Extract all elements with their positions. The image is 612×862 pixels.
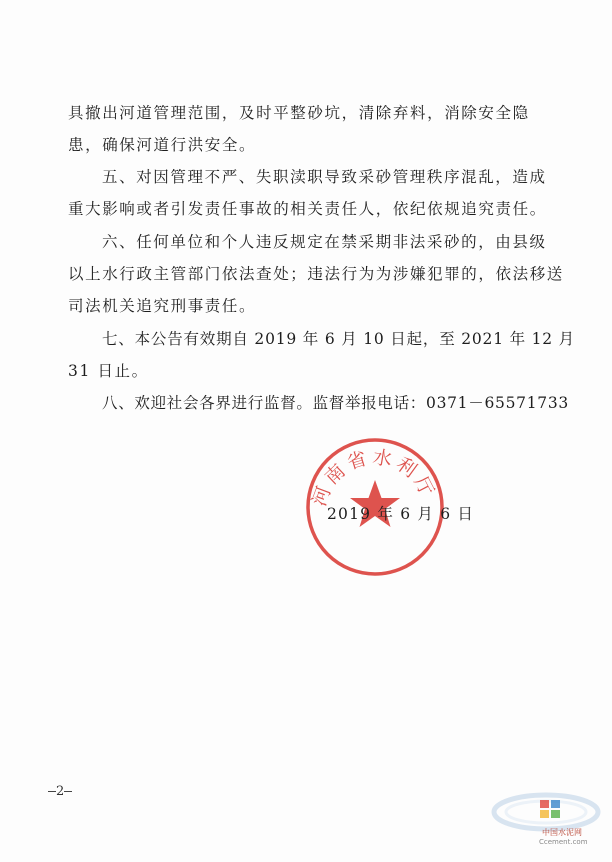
body-line-10: 八、欢迎社会各界进行监督。监督举报电话：0371－65571733	[102, 394, 569, 412]
page-number: 2	[48, 784, 72, 799]
body-line-9: 31 日止。	[68, 362, 149, 380]
signature-date: 2019 年 6 月 6 日	[327, 505, 475, 523]
body-line-8: 七、本公告有效期自 2019 年 6 月 10 日起，至 2021 年 12 月	[102, 330, 575, 348]
svg-text:河南省水利厅: 河南省水利厅	[308, 446, 440, 510]
body-line-4: 重大影响或者引发责任事故的相关责任人，依纪依规追究责任。	[68, 200, 547, 218]
body-line-2: 患，确保河道行洪安全。	[68, 136, 257, 154]
body-line-6: 以上水行政主管部门依法查处；违法行为为涉嫌犯罪的，依法移送	[68, 265, 564, 283]
body-line-7: 司法机关追究刑事责任。	[68, 297, 257, 315]
body-line-1: 具撤出河道管理范围，及时平整砂坑，清除弃料，消除安全隐	[68, 104, 530, 122]
body-line-3: 五、对因管理不严、失职渎职导致采砂管理秩序混乱，造成	[102, 168, 547, 186]
watermark-site-en: Ccement.com	[539, 838, 588, 846]
body-line-5: 六、任何单位和个人违反规定在禁采期非法采砂的，由县级	[102, 233, 547, 251]
watermark-site-cn: 中国水泥网	[542, 828, 582, 837]
